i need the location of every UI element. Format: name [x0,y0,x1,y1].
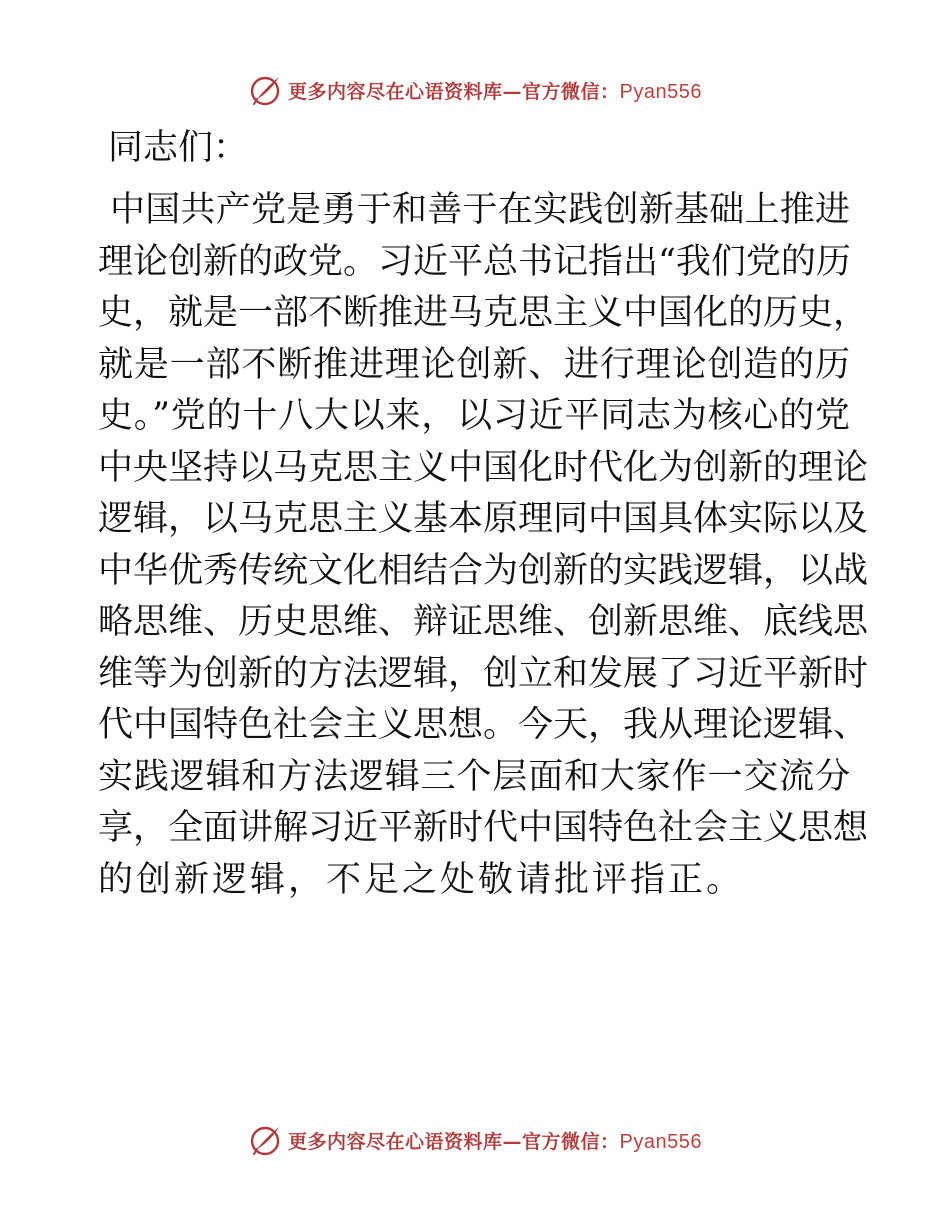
paragraph-line: 就是一部不断推进理论创新、进行理论创造的历 [98,344,850,385]
paragraph-line: 实践逻辑和方法逻辑三个层面和大家作一交流分 [98,756,850,797]
paragraph-line: 略思维、历史思维、辩证思维、创新思维、底线思 [98,602,869,642]
paragraph-line: 理论创新的政党。习近平总书记指出“我们党的历 [98,241,851,282]
watermark-label: 更多内容尽在心语资料库—官方微信： [288,80,620,103]
watermark-label: 更多内容尽在心语资料库—官方微信： [288,1130,620,1153]
salutation: 同志们： [108,128,249,168]
paragraph-line: 代中国特色社会主义思想。今天，我从理论逻辑、 [98,705,869,745]
paragraph-line: 史，就是一部不断推进马克思主义中国化的历史， [98,293,869,333]
paragraph-line: 史。”党的十八大以来，以习近平同志为核心的党 [98,396,850,436]
paragraph-line: 享，全面讲解习近平新时代中国特色社会主义思想 [98,808,869,848]
quill-pen-logo-icon [248,1123,282,1157]
document-body [98,122,869,906]
footer-watermark [0,1122,950,1158]
watermark-text [288,1127,702,1154]
header-watermark [0,72,950,108]
paragraph-line: 逻辑，以马克思主义基本原理同中国具体实际以及 [98,499,869,539]
watermark-wechat-id: Pyan556 [619,1130,702,1153]
paragraph-line: 的创新逻辑，不足之处敬请批评指正。 [98,859,745,900]
quill-pen-logo-icon [248,73,282,107]
paragraph-line: 中央坚持以马克思主义中国化时代化为创新的理论 [98,447,869,488]
watermark-wechat-id: Pyan556 [619,80,702,103]
paragraph-line: 中华优秀传统文化相结合为创新的实践逻辑，以战 [98,550,869,591]
paragraph [98,185,869,906]
paragraph-line: 维等为创新的方法逻辑，创立和发展了习近平新时 [98,653,869,694]
watermark-text [288,77,702,104]
paragraph-line: 中国共产党是勇于和善于在实践创新基础上推进 [110,190,850,230]
